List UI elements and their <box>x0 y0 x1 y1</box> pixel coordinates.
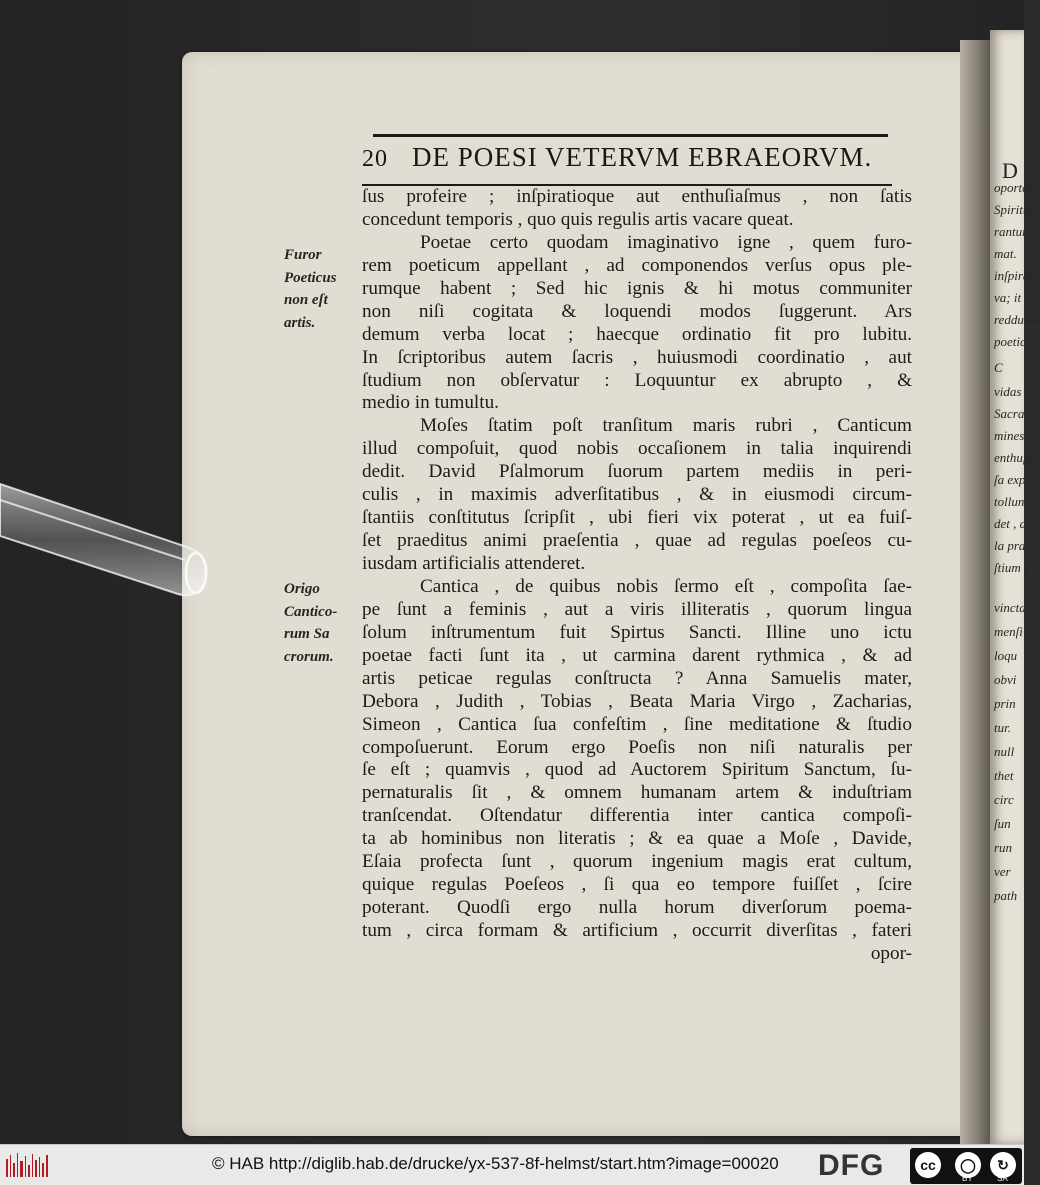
next-page-fragment: enthuſia <box>994 450 1037 465</box>
dfg-logo: DFG <box>818 1149 885 1182</box>
text-line: artis peticae regulas conſtructa ? Anna Samuelis mater, <box>362 667 912 689</box>
text-line: Moſes ſtatim poſt tranſitum maris rubri , Canticum <box>420 415 912 437</box>
text-line: rem poeticum appellant , ad componendos verſus opus ple- <box>362 254 912 276</box>
next-page-fragment: Spiritus <box>994 202 1035 217</box>
next-page-fragment: obvi <box>994 672 1017 687</box>
next-page-edge <box>990 30 1040 1144</box>
text-line: ſet praeditus animi praeſentia , quae ad regulas poeſeos cu- <box>362 530 912 552</box>
next-page-fragment: oportet <box>994 180 1032 195</box>
text-line: Cantica , de quibus nobis ſermo eſt , compoſita ſae- <box>420 575 912 597</box>
text-line: pernaturalis ſit , & omnem humanam artem & induſtriam <box>362 782 912 804</box>
next-page-fragment: mat. <box>994 246 1017 261</box>
margin-note-line: Cantico- <box>284 603 338 620</box>
text-line: poetae facti ſunt ita , ut carmina darent rythmica , & ad <box>362 644 912 666</box>
margin-note-line: Origo <box>284 581 320 597</box>
footer-bar <box>0 1144 1024 1185</box>
next-page-fragment: rantur <box>994 224 1028 239</box>
next-page-fragment: ſtium ſ <box>994 560 1028 575</box>
text-line: poterant. Quodſi ergo nulla horum diverſorum poema- <box>362 897 912 919</box>
text-line: illud compoſuit, quod nobis occaſionem in talia inquirendi <box>362 438 912 460</box>
next-page-fragment: tur. <box>994 720 1011 735</box>
glass-rod <box>0 478 215 618</box>
text-line: Simeon , Cantica ſua confeſtim , ſine meditatione & ſtudio <box>362 713 912 735</box>
by-label: BY <box>962 1174 973 1183</box>
next-page-fragment: det , a <box>994 516 1027 531</box>
next-page-fragment: thet <box>994 768 1014 783</box>
text-line: culis , in maximis adverſitatibus , & in eiusmodi circum- <box>362 484 912 506</box>
next-page-fragment: tollun <box>994 494 1025 509</box>
margin-note-line: rum Sa <box>284 626 330 642</box>
running-header <box>362 142 892 182</box>
text-line: tum , circa formam & artificium , occurrit diverſitas , fateri <box>362 920 912 941</box>
text-line: Eſaia profecta ſunt , quorum ingenium magis erat cultum, <box>362 851 912 873</box>
body-text <box>362 186 912 966</box>
by-icon: ◯ <box>955 1152 981 1178</box>
next-page-fragment: vincta <box>994 600 1026 615</box>
next-page-fragment: null <box>994 744 1015 759</box>
header-rule-top <box>373 134 888 137</box>
next-page-fragment: prin <box>994 696 1016 711</box>
next-page-fragment: menſi <box>994 624 1023 639</box>
next-page-fragment: poetica <box>994 334 1033 349</box>
text-line: Debora , Judith , Tobias , Beata Maria Virgo , Zacharias, <box>362 690 912 712</box>
text-line: ſtudium non obſervatur : Loquuntur ex abrupto , & <box>362 369 912 391</box>
margin-note-line: artis. <box>284 314 316 331</box>
next-page-fragment: C <box>994 360 1003 375</box>
text-line: ſe eſt ; quamvis , quod ad Auctorem Spiritum Sanctum, ſu- <box>362 759 912 781</box>
next-page-fragment: vidas , <box>994 384 1028 399</box>
text-line: dedit. David Pſalmorum ſuorum partem mediis in peri- <box>362 461 912 483</box>
text-line: ſus profeire ; inſpiratioque aut enthuſiaſmus , non ſatis <box>362 186 912 207</box>
margin-note-line: Poeticus <box>284 269 337 286</box>
margin-note-line: Furor <box>284 247 322 263</box>
text-line: ta ab hominibus non literatis ; & ea quae a Moſe , Davide, <box>362 828 912 850</box>
next-page-fragment: mines , <box>994 428 1031 443</box>
text-line: opor- <box>870 942 912 964</box>
running-title: DE POESI VETERVM EBRAEORVM. <box>412 142 873 172</box>
text-line: medio in tumultu. <box>362 392 499 414</box>
text-line: iusdam artificialis attenderet. <box>362 553 586 574</box>
text-line: compoſuerunt. Eorum ergo Poeſis non niſi naturalis per <box>362 736 912 758</box>
text-line: In ſcriptoribus autem ſacris , huiusmodi coordinatio , aut <box>362 346 912 368</box>
next-page-fragment: Sacrae <box>994 406 1031 421</box>
sa-label: SA <box>997 1174 1008 1183</box>
cc-license-badge[interactable] <box>910 1148 1022 1184</box>
margin-note-furor <box>284 244 337 334</box>
next-page-fragment: ſun <box>994 816 1011 831</box>
text-line: tranſcendat. Oſtendatur differentia inter cantica compoſi- <box>362 805 912 827</box>
text-line: pe ſunt a feminis , aut a viris illiteratis , quorum lingua <box>362 598 912 620</box>
text-line: concedunt temporis , quo quis regulis artis vacare queat. <box>362 208 794 230</box>
page-number: 20 <box>362 146 388 172</box>
next-page-fragment: run <box>994 840 1013 855</box>
cc-icon: cc <box>915 1152 941 1178</box>
source-link[interactable]: © HAB http://diglib.hab.de/drucke/yx-537-8f-helmst/start.htm?image=00020 <box>212 1154 779 1173</box>
barcode-icon <box>6 1153 48 1179</box>
margin-note-line: non eſt <box>284 292 328 308</box>
text-line: non niſi cogitata & loquendi modos ſuggerunt. Ars <box>362 300 912 322</box>
text-line: Poetae certo quodam imaginativo igne , quem furo- <box>420 231 912 253</box>
next-page-fragment: inſpirat <box>994 268 1034 283</box>
next-page-fragment: va; it <box>994 290 1022 305</box>
text-line: quique regulas Poeſeos , ſi qua eo tempore fuiſſet , ſcire <box>362 874 912 896</box>
next-page-fragment: ver <box>994 864 1011 879</box>
margin-note-line: crorum. <box>284 648 334 665</box>
sa-icon: ↻ <box>990 1152 1016 1178</box>
next-page-fragment: circ <box>994 792 1014 807</box>
next-page-fragment: redduntu <box>994 312 1040 327</box>
text-line: ſtantiis conſtitutus ſcripſit , ubi fieri vix poterat , ut ea fuiſ- <box>362 507 912 529</box>
text-line: demum verba locat ; haecque ordinatio fit pro lubitu. <box>362 323 912 345</box>
next-page-fragment: ſa expr <box>994 472 1031 487</box>
text-line: rumque habent ; Sed hic ignis & hi motus communiter <box>362 277 912 299</box>
next-page-fragment: loqu <box>994 648 1018 663</box>
next-page-header-letter: D <box>1002 158 1018 183</box>
next-page-fragment: path <box>994 888 1018 903</box>
margin-note-origo <box>284 578 337 668</box>
next-page-fragment: la prae <box>994 538 1032 553</box>
text-line: ſolum inſtrumentum fuit Spirtus Sancti. Illine uno ictu <box>362 621 912 643</box>
